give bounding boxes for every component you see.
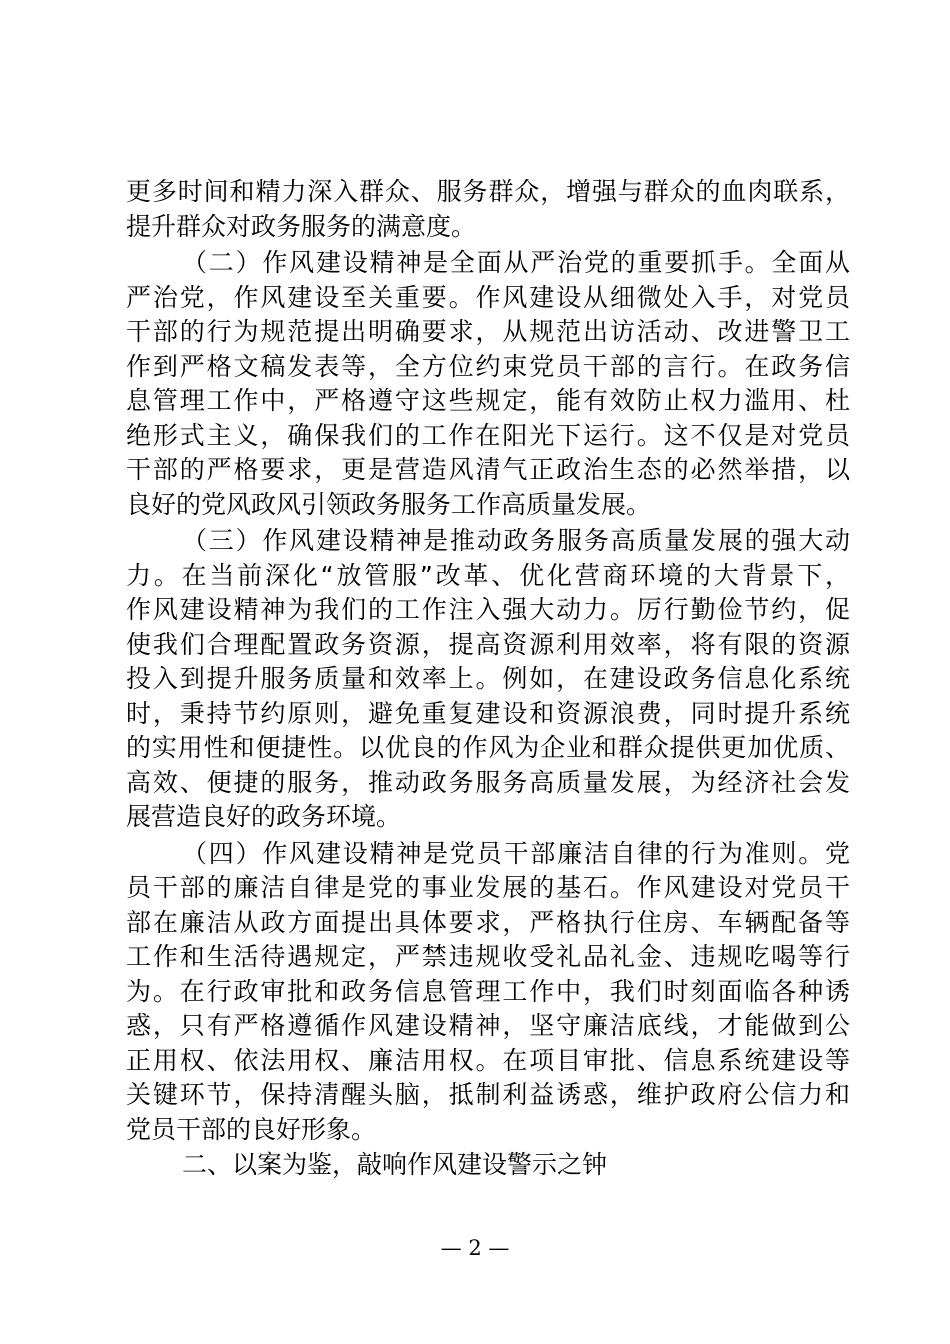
text-line: 时，秉持节约原则，避免重复建设和资源浪费，同时提升系统: [126, 699, 850, 728]
text-line: 严治党，作风建设至关重要。作风建设从细微处入手，对党员: [126, 283, 850, 312]
text-line: 的实用性和便捷性。以优良的作风为企业和群众提供更加优质、: [126, 733, 850, 762]
text-line: 干部的行为规范提出明确要求，从规范出访活动、改进警卫工: [126, 317, 850, 346]
text-line: （四）作风建设精神是党员干部廉洁自律的行为准则。党: [182, 839, 850, 868]
text-line: 使我们合理配置政务资源，提高资源利用效率，将有限的资源: [126, 630, 850, 659]
text-line: 高效、便捷的服务，推动政务服务高质量发展，为经济社会发: [126, 768, 850, 797]
text-line: 惑，只有严格遵循作风建设精神，坚守廉洁底线，才能做到公: [126, 1011, 850, 1040]
text-line: （三）作风建设精神是推动政务服务高质量发展的强大动: [182, 526, 850, 555]
text-line: 关键环节，保持清醒头脑，抵制利益诱惑，维护政府公信力和: [126, 1080, 850, 1109]
text-line: 部在廉洁从政方面提出具体要求，严格执行住房、车辆配备等: [126, 908, 850, 937]
text-line: 为。在行政审批和政务信息管理工作中，我们时刻面临各种诱: [126, 977, 850, 1006]
text-line: 息管理工作中，严格遵守这些规定，能有效防止权力滥用、杜: [126, 386, 850, 415]
text-line: 工作和生活待遇规定，严禁违规收受礼品礼金、违规吃喝等行: [126, 942, 850, 971]
text-line: 力。在当前深化“放管服”改革、优化营商环境的大背景下，: [126, 561, 850, 590]
text-line: 更多时间和精力深入群众、服务群众，增强与群众的血肉联系，: [126, 177, 850, 206]
text-line: 展营造良好的政务环境。: [126, 802, 402, 831]
text-line: 正用权、依法用权、廉洁用权。在项目审批、信息系统建设等: [126, 1046, 850, 1075]
text-line: 良好的党风政风引领政务服务工作高质量发展。: [126, 490, 652, 519]
text-line: 绝形式主义，确保我们的工作在阳光下运行。这不仅是对党员: [126, 421, 850, 450]
text-line: （二）作风建设精神是全面从严治党的重要抓手。全面从: [182, 248, 850, 277]
text-line: 干部的严格要求，更是营造风清气正政治生态的必然举措，以: [126, 455, 850, 484]
text-line: 投入到提升服务质量和效率上。例如，在建设政务信息化系统: [126, 664, 850, 693]
text-line: 作到严格文稿发表等，全方位约束党员干部的言行。在政务信: [126, 352, 850, 381]
text-line: 作风建设精神为我们的工作注入强大动力。厉行勤俭节约，促: [126, 595, 850, 624]
text-line: 提升群众对政务服务的满意度。: [126, 212, 477, 241]
section-heading: 二、以案为鉴，敲响作风建设警示之钟: [182, 1150, 608, 1179]
page-number: — 2 —: [440, 1236, 510, 1260]
text-line: 党员干部的良好形象。: [126, 1115, 377, 1144]
text-line: 员干部的廉洁自律是党的事业发展的基石。作风建设对党员干: [126, 873, 850, 902]
